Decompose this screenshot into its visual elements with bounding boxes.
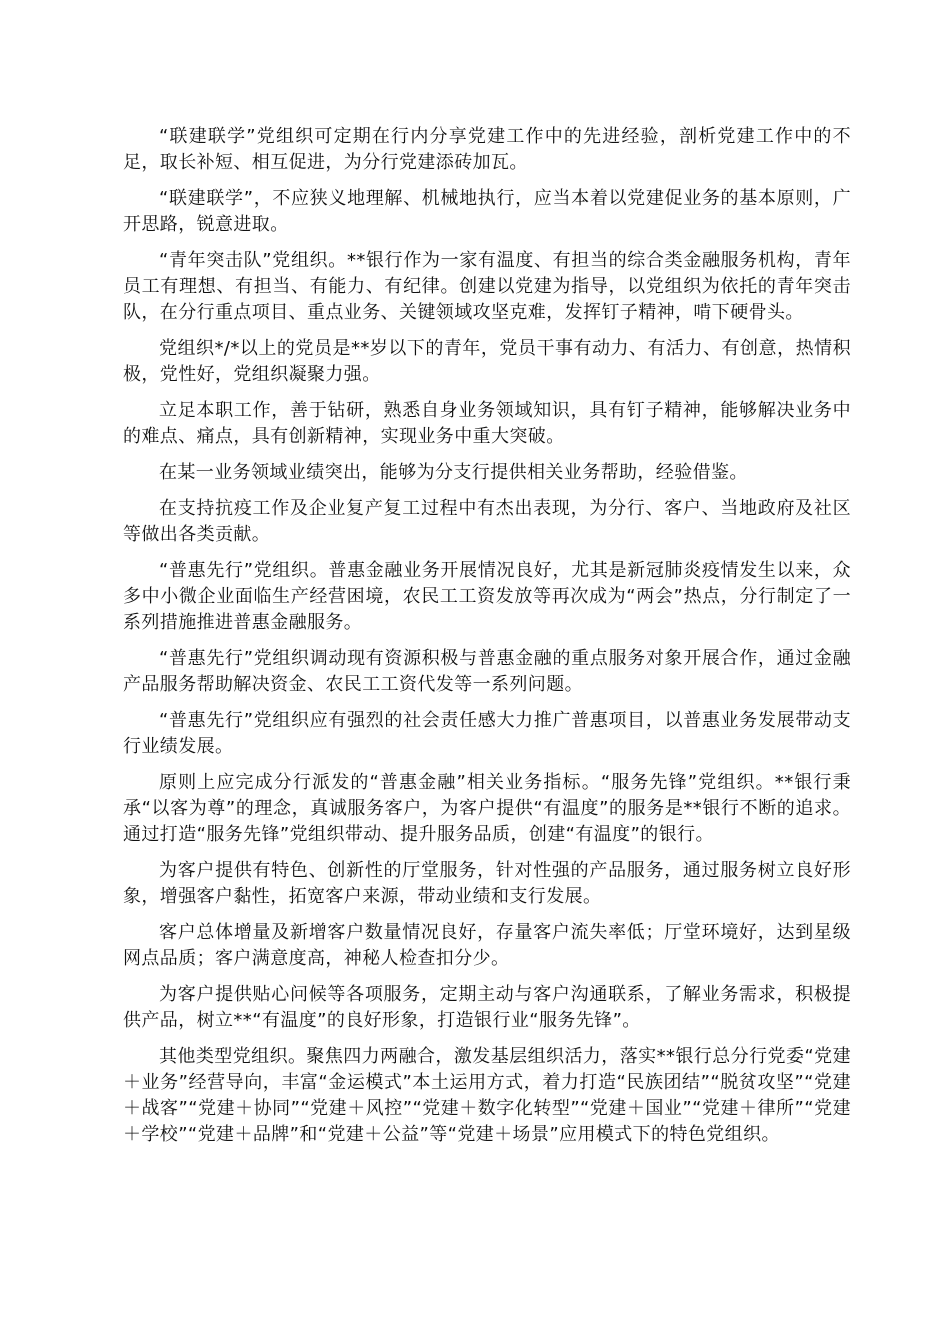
paragraph: 为客户提供贴心问候等各项服务，定期主动与客户沟通联系，了解业务需求，积极提供产品，树立**“有温度”的良好形象，打造银行业“服务先锋”。 [123,984,851,1031]
paragraph: “普惠先行”党组织调动现有资源积极与普惠金融的重点服务对象开展合作，通过金融产品服务帮助解决资金、农民工工资代发等一系列问题。 [123,648,851,695]
paragraph: 客户总体增量及新增客户数量情况良好，存量客户流失率低；厅堂环境好，达到星级网点品质；客户满意度高，神秘人检查扣分少。 [123,922,851,969]
paragraph: 党组织*/*以上的党员是**岁以下的青年，党员干事有动力、有活力、有创意，热情积极，党性好，党组织凝聚力强。 [123,338,851,385]
paragraph: “联建联学”党组织可定期在行内分享党建工作中的先进经验，剖析党建工作中的不足，取长补短、相互促进，为分行党建添砖加瓦。 [123,126,851,173]
paragraph: 在某一业务领域业绩突出，能够为分支行提供相关业务帮助，经验借鉴。 [159,462,748,483]
paragraph: 原则上应完成分行派发的“普惠金融”相关业务指标。“服务先锋”党组织。**银行秉承“以客为尊”的理念，真诚服务客户，为客户提供“有温度”的服务是**银行不断的追求。通过打造“服务先锋”党组织带动、提升服务品质，创建“有温度”的银行。 [123,772,851,845]
paragraph: “联建联学”，不应狭义地理解、机械地执行，应当本着以党建促业务的基本原则，广开思路，锐意进取。 [123,188,851,235]
paragraph: “普惠先行”党组织应有强烈的社会责任感大力推广普惠项目，以普惠业务发展带动支行业绩发展。 [123,710,851,757]
paragraph: 为客户提供有特色、创新性的厅堂服务，针对性强的产品服务，通过服务树立良好形象，增强客户黏性，拓宽客户来源，带动业绩和支行发展。 [123,860,851,907]
paragraph: “青年突击队”党组织。**银行作为一家有温度、有担当的综合类金融服务机构，青年员工有理想、有担当、有能力、有纪律。创建以党建为指导，以党组织为依托的青年突击队，在分行重点项目、重点业务、关键领域攻坚克难，发挥钉子精神，啃下硬骨头。 [123,250,851,323]
document-body [123,124,851,1158]
paragraph: “普惠先行”党组织。普惠金融业务开展情况良好，尤其是新冠肺炎疫情发生以来，众多中小微企业面临生产经营困境，农民工工资发放等再次成为“两会”热点，分行制定了一系列措施推进普惠金融服务。 [123,560,851,633]
paragraph: 在支持抗疫工作及企业复产复工过程中有杰出表现，为分行、客户、当地政府及社区等做出各类贡献。 [123,498,851,545]
paragraph: 其他类型党组织。聚焦四力两融合，激发基层组织活力，落实**银行总分行党委“党建＋业务”经营导向，丰富“金运模式”本土运用方式，着力打造“民族团结”“脱贫攻坚”“党建＋战客”“党建＋协同”“党建＋风控”“党建＋数字化转型”“党建＋国业”“党建＋律所”“党建＋学校”“党建＋品牌”和“党建＋公益”等“党建＋场景”应用模式下的特色党组织。 [123,1046,851,1145]
paragraph: 立足本职工作，善于钻研，熟悉自身业务领域知识，具有钉子精神，能够解决业务中的难点、痛点，具有创新精神，实现业务中重大突破。 [123,400,851,447]
